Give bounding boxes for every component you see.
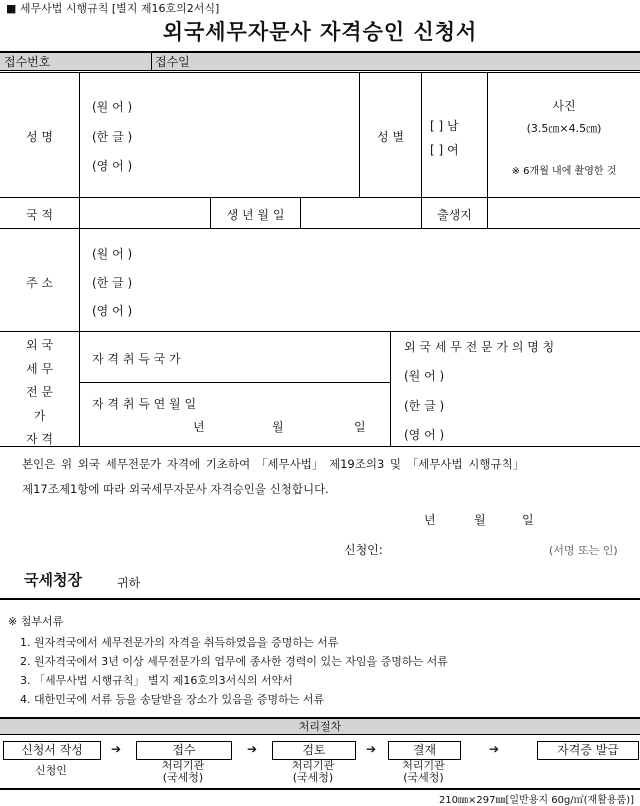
recipient-suffix: 귀하 — [117, 576, 141, 590]
name-korean-field[interactable]: (한 글 ) — [92, 130, 133, 144]
nationality-field[interactable] — [80, 198, 210, 228]
qualification-day[interactable]: 일 — [354, 420, 366, 434]
receipt-number-label: 접수번호 — [4, 55, 51, 69]
signature-note[interactable]: (서명 또는 인) — [549, 544, 618, 557]
address-label: 주 소 — [26, 276, 53, 290]
sex-label: 성 별 — [377, 130, 404, 144]
step-receipt: 접수 — [136, 741, 232, 760]
nationality-label: 국 적 — [26, 208, 53, 222]
expert-title-korean-field[interactable]: (한 글 ) — [404, 399, 445, 413]
sex-male-checkbox[interactable]: [ ] 남 — [430, 119, 459, 133]
photo-note: ※ 6개월 내에 촬영한 것 — [511, 166, 617, 177]
step-application: 신청서 작성 — [3, 741, 101, 760]
step-application-actor: 신청인 — [35, 764, 67, 777]
receipt-date-label: 접수일 — [155, 55, 190, 69]
application-year[interactable]: 년 — [424, 513, 436, 527]
attachment-item: 3. 「세무사법 시행규칙」 별지 제16호의3서식의 서약서 — [20, 674, 293, 687]
name-label: 성 명 — [26, 130, 53, 144]
recipient-name: 국세청장 — [24, 571, 82, 589]
step-approval: 결재 — [388, 741, 461, 760]
step-receipt-actor: 처리기관 (국세청) — [161, 759, 205, 784]
birthplace-label: 출생지 — [437, 208, 472, 222]
arrow-right-icon: ➔ — [111, 742, 122, 756]
expert-title-english-field[interactable]: (영 어 ) — [404, 428, 445, 442]
attachment-item: 2. 원자격국에서 3년 이상 세무전문가의 업무에 종사한 경력이 있는 자임을 증명하는 서류 — [20, 655, 448, 668]
sex-female-checkbox[interactable]: [ ] 여 — [430, 143, 459, 157]
birthdate-label: 생 년 월 일 — [226, 208, 285, 222]
photo-size: (3.5㎝×4.5㎝) — [526, 122, 602, 135]
foreign-expert-title-label: 외 국 세 무 전 문 가 의 명 칭 — [404, 340, 555, 354]
procedure-title: 처리절차 — [0, 719, 640, 734]
step-review: 검토 — [272, 741, 356, 760]
application-month[interactable]: 월 — [474, 513, 486, 527]
attachments-title: ※ 첨부서류 — [8, 615, 64, 628]
qualification-label: 외 국 세 무 전 문 가 자 격 — [26, 338, 53, 446]
birthdate-field[interactable] — [301, 198, 421, 228]
qualification-date-label: 자 격 취 득 연 월 일 — [92, 397, 197, 411]
application-day[interactable]: 일 — [522, 513, 534, 527]
applicant-label: 신청인: — [344, 543, 383, 557]
qualification-country-label: 자 격 취 득 국 가 — [92, 352, 181, 366]
form-reference-note: ■ 세무사법 시행규칙 [별지 제16호의2서식] — [6, 2, 220, 15]
expert-title-original-field[interactable]: (원 어 ) — [404, 369, 445, 383]
photo-title: 사진 — [552, 99, 576, 113]
paper-size-note: 210㎜×297㎜[일반용지 60g/㎡(재활용품)] — [438, 795, 634, 806]
qualification-year[interactable]: 년 — [193, 420, 205, 434]
address-english-field[interactable]: (영 어 ) — [92, 304, 133, 318]
step-issue: 자격증 발급 — [537, 741, 639, 760]
step-review-actor: 처리기관 (국세청) — [291, 759, 335, 784]
birthplace-field[interactable] — [488, 198, 640, 228]
address-korean-field[interactable]: (한 글 ) — [92, 276, 133, 290]
statement-line-2: 제17조제1항에 따라 외국세무자문사 자격승인을 신청합니다. — [22, 482, 329, 496]
qualification-month[interactable]: 월 — [272, 420, 284, 434]
page-title: 외국세무자문사 자격승인 신청서 — [162, 20, 478, 44]
attachment-item: 1. 원자격국에서 세무전문가의 자격을 취득하였음을 증명하는 서류 — [20, 636, 339, 649]
statement-line-1: 본인은 위 외국 세무전문가 자격에 기초하여 「세무사법」 제19조의3 및 「세무사법 시행규칙」 — [22, 457, 525, 471]
address-original-field[interactable]: (원 어 ) — [92, 247, 133, 261]
arrow-right-icon: ➔ — [366, 742, 377, 756]
arrow-right-icon: ➔ — [247, 742, 258, 756]
step-approval-actor: 처리기관 (국세청) — [402, 759, 445, 784]
name-original-field[interactable]: (원 어 ) — [92, 100, 133, 114]
receipt-row — [0, 52, 640, 70]
attachment-item: 4. 대한민국에 서류 등을 송달받을 장소가 있음을 증명하는 서류 — [20, 693, 325, 706]
name-english-field[interactable]: (영 어 ) — [92, 159, 133, 173]
arrow-right-icon: ➔ — [489, 742, 500, 756]
